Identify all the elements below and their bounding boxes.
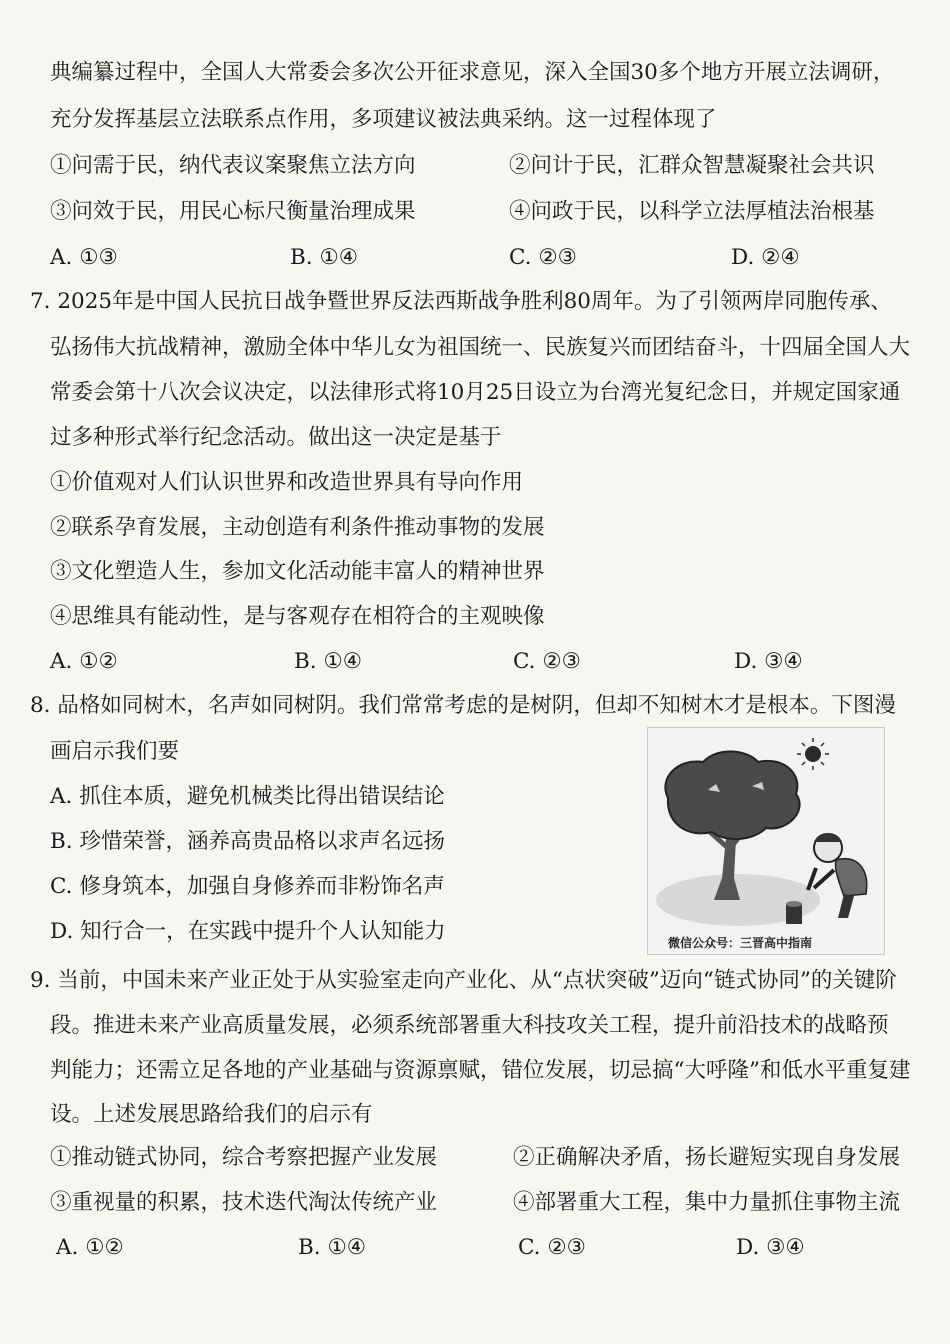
q8-option-d: D. 知行合一，在实践中提升个人认知能力 bbox=[50, 919, 446, 944]
q8-option-b: B. 珍惜荣誉，涵养高贵品格以求声名远扬 bbox=[50, 829, 445, 854]
q6-statement-2: ②问计于民，汇群众智慧凝聚社会共识 bbox=[509, 153, 875, 178]
q8-option-a: A. 抓住本质，避免机械类比得出错误结论 bbox=[50, 784, 445, 809]
q6-stem-line-1: 典编纂过程中，全国人大常委会多次公开征求意见，深入全国30多个地方开展立法调研， bbox=[50, 60, 895, 85]
q9-statement-3: ③重视量的积累，技术迭代淘汰传统产业 bbox=[50, 1190, 438, 1215]
q7-option-b: B. ①④ bbox=[294, 649, 363, 674]
q7-statement-3: ③文化塑造人生，参加文化活动能丰富人的精神世界 bbox=[50, 559, 545, 584]
q7-statement-1: ①价值观对人们认识世界和改造世界具有导向作用 bbox=[50, 470, 524, 495]
q7-statement-2: ②联系孕育发展，主动创造有利条件推动事物的发展 bbox=[50, 515, 545, 540]
q7-option-d: D. ③④ bbox=[734, 649, 803, 674]
q6-stem-line-2: 充分发挥基层立法联系点作用，多项建议被法典采纳。这一过程体现了 bbox=[50, 107, 717, 132]
q6-option-d: D. ②④ bbox=[731, 245, 800, 270]
q7-stem-line-2: 弘扬伟大抗战精神，激励全体中华儿女为祖国统一、民族复兴而团结奋斗，十四届全国人大 bbox=[50, 335, 911, 360]
q6-statement-1: ①问需于民，纳代表议案聚焦立法方向 bbox=[50, 153, 416, 178]
q9-option-b: B. ①④ bbox=[298, 1235, 367, 1260]
q9-stem-line-3: 判能力；还需立足各地的产业基础与资源禀赋，错位发展，切忌搞“大呼隆”和低水平重复建 bbox=[50, 1058, 911, 1083]
sun-icon bbox=[797, 738, 829, 770]
q7-stem-line-1: 7. 2025年是中国人民抗日战争暨世界反法西斯战争胜利80周年。为了引领两岸同胞传承、 bbox=[30, 289, 892, 314]
q9-option-d: D. ③④ bbox=[736, 1235, 805, 1260]
cartoon-drawing bbox=[648, 728, 884, 954]
q8-cartoon-figure bbox=[647, 727, 885, 955]
q7-option-c: C. ②③ bbox=[513, 649, 581, 674]
q9-statement-1: ①推动链式协同，综合考察把握产业发展 bbox=[50, 1145, 438, 1170]
tree-canopy bbox=[665, 751, 799, 839]
q7-stem-line-4: 过多种形式举行纪念活动。做出这一决定是基于 bbox=[50, 425, 502, 450]
q8-option-c: C. 修身筑本，加强自身修养而非粉饰名声 bbox=[50, 874, 445, 899]
q7-stem-line-3: 常委会第十八次会议决定，以法律形式将10月25日设立为台湾光复纪念日，并规定国家通 bbox=[50, 380, 901, 405]
q9-option-c: C. ②③ bbox=[518, 1235, 586, 1260]
person-figure bbox=[814, 833, 867, 918]
q9-stem-line-1: 9. 当前，中国未来产业正处于从实验室走向产业化、从“点状突破”迈向“链式协同”的关键阶 bbox=[30, 968, 897, 993]
cartoon-caption: 微信公众号：三晋高中指南 bbox=[668, 936, 813, 950]
q9-statement-4: ④部署重大工程，集中力量抓住事物主流 bbox=[513, 1190, 901, 1215]
q6-option-c: C. ②③ bbox=[509, 245, 577, 270]
q7-option-a: A. ①② bbox=[50, 649, 118, 674]
q6-option-b: B. ①④ bbox=[290, 245, 359, 270]
q9-option-a: A. ①② bbox=[56, 1235, 124, 1260]
q6-statement-3: ③问效于民，用民心标尺衡量治理成果 bbox=[50, 199, 416, 224]
q9-stem-line-2: 段。推进未来产业高质量发展，必须系统部署重大科技攻关工程，提升前沿技术的战略预 bbox=[50, 1013, 889, 1038]
q9-statement-2: ②正确解决矛盾，扬长避短实现自身发展 bbox=[513, 1145, 901, 1170]
q8-stem-line-2: 画启示我们要 bbox=[50, 739, 180, 764]
q6-statement-4: ④问政于民，以科学立法厚植法治根基 bbox=[509, 199, 875, 224]
q6-option-a: A. ①③ bbox=[50, 245, 118, 270]
q8-stem-line-1: 8. 品格如同树木，名声如同树阴。我们常常考虑的是树阴，但却不知树木才是根本。下图漫 bbox=[30, 693, 896, 718]
q9-stem-line-4: 设。上述发展思路给我们的启示有 bbox=[50, 1102, 373, 1127]
q7-statement-4: ④思维具有能动性，是与客观存在相符合的主观映像 bbox=[50, 604, 545, 629]
